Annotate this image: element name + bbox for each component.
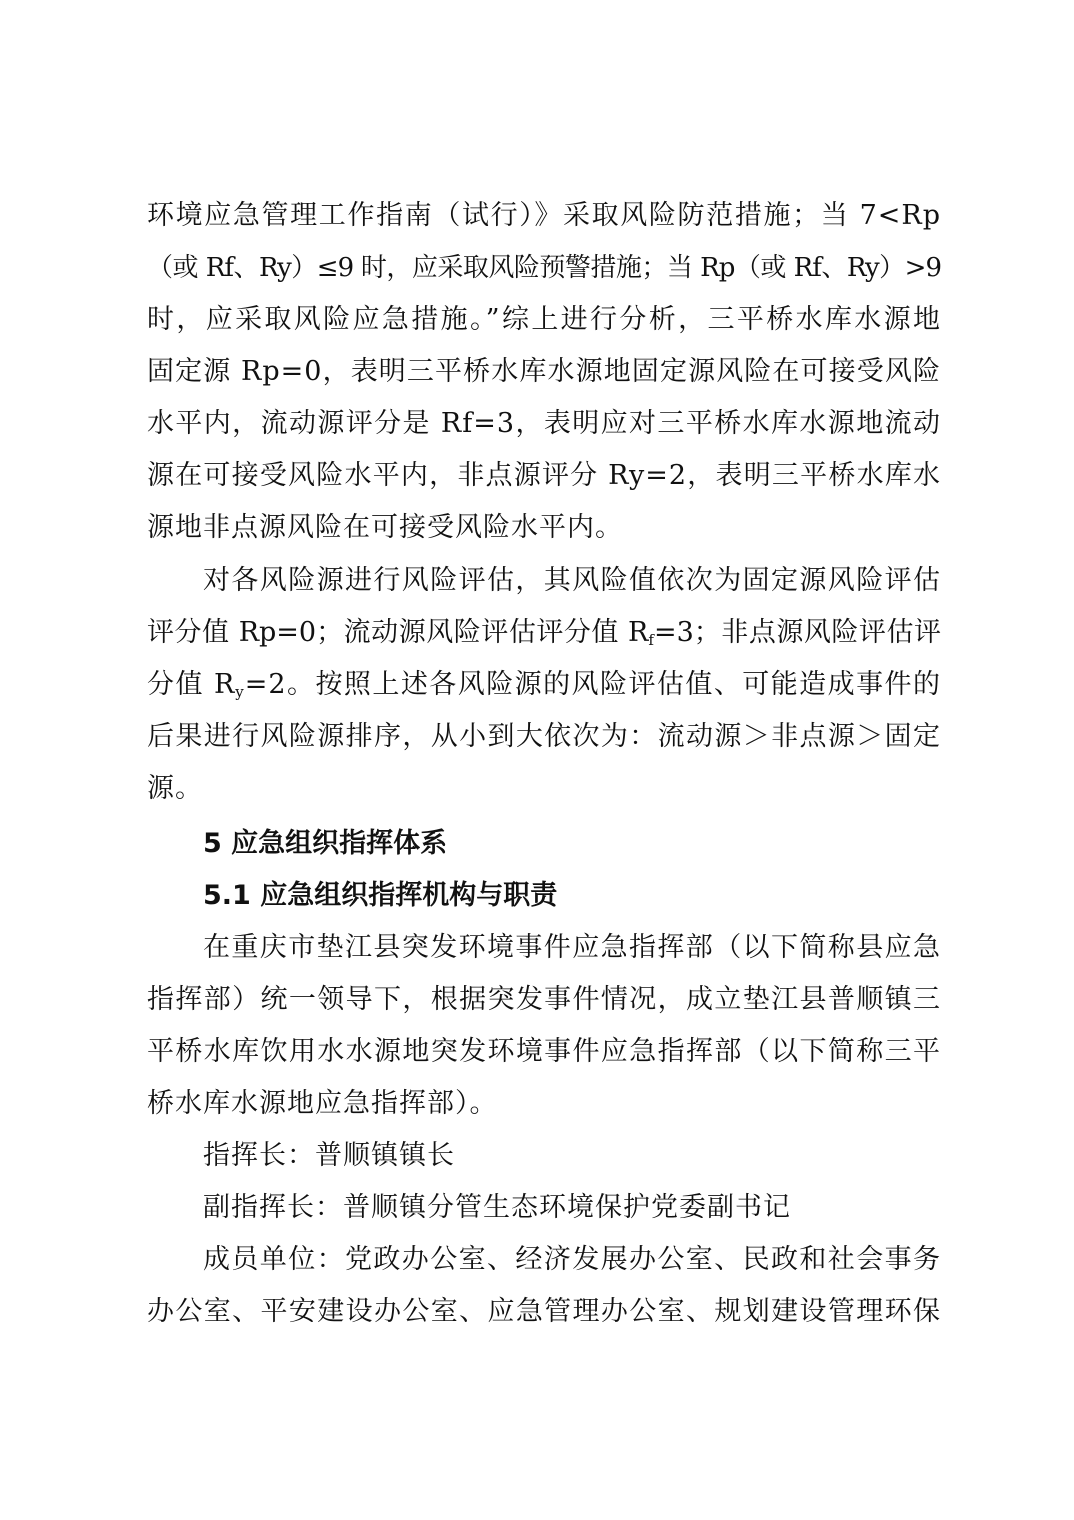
commander-line: 指挥长：普顺镇镇长	[203, 1140, 455, 1171]
rf-subscript: f	[648, 631, 654, 649]
section-heading-5: 5 应急组织指挥体系	[203, 828, 448, 859]
members-line-1: 成员单位：党政办公室、经济发展办公室、民政和社会事务	[203, 1244, 941, 1275]
paragraph-3-line-3: 平桥水库饮用水水源地突发环境事件应急指挥部（以下简称三平	[147, 1036, 941, 1067]
paragraph-3-line-4: 桥水库水源地应急指挥部）。	[147, 1088, 498, 1119]
paragraph-1-line-3: 时，应采取风险应急措施。”综上进行分析，三平桥水库水源地	[147, 304, 941, 335]
paragraph-2-line-2-pre: 评分值 Rp=0；流动源风险评估评分值 R	[147, 617, 649, 648]
deputy-commander-line: 副指挥长：普顺镇分管生态环境保护党委副书记	[203, 1192, 791, 1223]
paragraph-2-line-4: 后果进行风险源排序，从小到大依次为：流动源＞非点源＞固定	[147, 721, 941, 752]
members-line-2: 办公室、平安建设办公室、应急管理办公室、规划建设管理环保	[147, 1296, 941, 1327]
paragraph-3-line-1: 在重庆市垫江县突发环境事件应急指挥部（以下简称县应急	[203, 932, 941, 963]
paragraph-1-line-4: 固定源 Rp=0，表明三平桥水库水源地固定源风险在可接受风险	[147, 356, 941, 387]
paragraph-1-line-5: 水平内，流动源评分是 Rf=3，表明应对三平桥水库水源地流动	[147, 408, 941, 439]
paragraph-2-line-3	[147, 667, 941, 703]
paragraph-1-line-6: 源在可接受风险水平内，非点源评分 Ry=2，表明三平桥水库水	[147, 460, 941, 491]
paragraph-2-line-2-post: =3；非点源风险评估评	[653, 617, 941, 648]
paragraph-3-line-2: 指挥部）统一领导下，根据突发事件情况，成立垫江县普顺镇三	[147, 984, 941, 1015]
paragraph-2-line-1: 对各风险源进行风险评估，其风险值依次为固定源风险评估	[203, 565, 941, 596]
paragraph-2-line-2	[147, 615, 941, 651]
paragraph-1-line-1: 环境应急管理工作指南（试行）》采取风险防范措施；当 7<Rp	[147, 200, 941, 231]
ry-subscript: y	[235, 683, 245, 701]
paragraph-1-line-7: 源地非点源风险在可接受风险水平内。	[147, 512, 623, 543]
section-heading-5-1: 5.1 应急组织指挥机构与职责	[203, 880, 558, 911]
paragraph-2-line-3-post: =2。按照上述各风险源的风险评估值、可能造成事件的	[244, 669, 941, 700]
paragraph-2-line-5: 源。	[147, 773, 203, 804]
paragraph-2-line-3-pre: 分值 R	[147, 669, 236, 700]
paragraph-1-line-2: （或 Rf、Ry）≤9 时，应采取风险预警措施；当 Rp（或 Rf、Ry）>9	[147, 253, 941, 283]
